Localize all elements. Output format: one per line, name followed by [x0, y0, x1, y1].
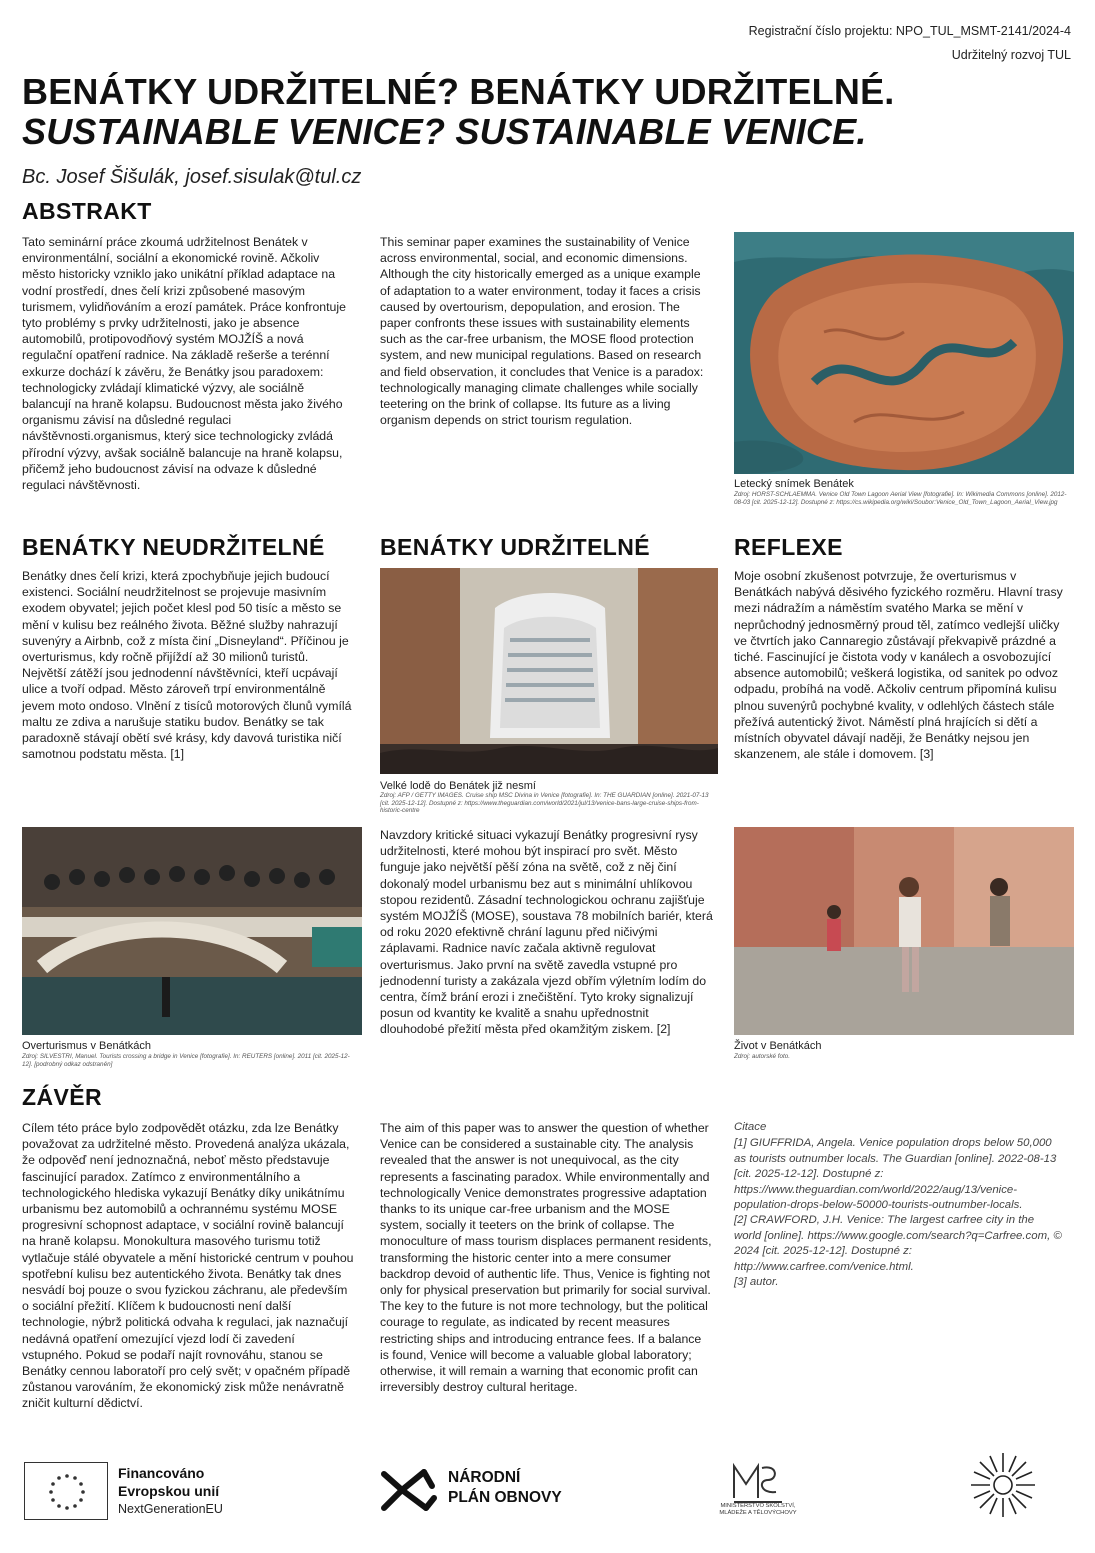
conclusion-text-english: The aim of this paper was to answer the question of whether Venice can be considered a sustainable city. The analysis revealed that the answer is not unequivocal, as the city represents a fascinating paradox. While environmentally and technologically Venice demonstrates progressive adaptation thanks to its unique car-free urbanism and the MOSE system, socially it teeters on the brink of collapse. The monoculture of mass tourism displaces permanent residents, transforming the historic center into a mere consumer backdrop devoid of authentic life. Thus, Venice is fighting not only for physical preservation but primarily for social survival. The key to the future is not more technology, but the political courage to regulate, as indicated by recent measures restricting ships and introducing entrance fees. If a balance is found, Venice will become a valuable global laboratory; otherwise, it will remain a warning that economic profit can irreversibly destroy cultural heritage. [380, 1121, 712, 1395]
citation-item: [1] GIUFFRIDA, Angela. Venice population drops below 50,000 as tourists outnumber locals. The Guardian [online]. 2022-08-13 [cit. 2025-12-12]. Dostupné z: https://www.theguardian.com/world/2022/aug/13/venice-population-drops-below-50000-tourists-outnumber-locals. [734, 1137, 1057, 1212]
unsustainable-heading: BENÁTKY NEUDRŽITELNÉ [22, 534, 325, 560]
citations-heading: Citace [734, 1121, 767, 1133]
npo-logo-icon [372, 1462, 442, 1522]
msmt-text [700, 1503, 816, 1517]
eu-line-2: Evropskou unií [118, 1483, 220, 1499]
npo-line-1: NÁRODNÍ [448, 1469, 521, 1486]
cruise-ship-photo [380, 568, 718, 774]
abstract-heading: ABSTRAKT [22, 198, 152, 224]
life-caption: Život v Benátkách [734, 1040, 822, 1052]
life-in-venice-photo [734, 827, 1074, 1035]
msmt-logo-icon [728, 1458, 788, 1504]
title-english: SUSTAINABLE VENICE? SUSTAINABLE VENICE. [22, 111, 867, 152]
bridge-source: Zdroj: SILVESTRI, Manuel. Tourists crossing a bridge in Venice [fotografie]. In: REUTERS [online]. 2011 [cit. 2025-12-12]. [podrobný odkaz odstraněn] [22, 1053, 350, 1068]
sustainable-text: Navzdory kritické situaci vykazují Benátky progresivní rysy udržitelnosti, které mohou být inspirací pro svět. Město funguje jako největší pěší zóna na světě, což z něj činí dokonalý model urbanismu bez aut s minimální uhlíkovou stopou rezidentů. Zásadní technologickou ochranu zajišťuje systém MOJŽÍŠ (MOSE), soustava 78 mobilních bariér, která od roku 2020 efektivně chrání lagunu před ničivými záplavami. Radnice navíc začala aktivně regulovat overturismus. Jako první na světě zavedla vstupné pro jednodenní turisty a zakázala vjezd obřím výletním lodím do centra, čímž brání erozi i znečištění. Tyto kroky signalizují posun od kvantity ke kvalitě a snahu upřednostnit dlouhodobé přežití města před okamžitým ziskem. [2] [380, 828, 713, 1037]
eu-funding-text [118, 1464, 223, 1518]
cruise-caption: Velké lodě do Benátek již nesmí [380, 780, 536, 792]
citation-item: [2] CRAWFORD, J.H. Venice: The largest carfree city in the world [online]. https://www.google.com/search?q=Carfree.com, © 2024 [cit. 2025-12-12]. Dostupné z: http://www.carfree.com/venice.html. [734, 1214, 1062, 1273]
project-tag: Udržitelný rozvoj TUL [951, 48, 1071, 62]
author-line: Bc. Josef Šišulák, josef.sisulak@tul.cz [22, 166, 362, 188]
unsustainable-text: Benátky dnes čelí krizi, která zpochybňuje jejich budoucí existenci. Sociální neudržitelnost se projevuje masivním exodem obyvatel; jejich počet klesl pod 50 tisíc a město se mění v kulisu bez reálného života. Běžné služby nahrazují suvenýry a Airbnb, což z místa činí „Disneyland“. Příčinou je overturismus, kdy ročně přijíždí až 30 milionů turistů. Největší zátěží jsou jednodenní návštěvníci, kteří ucpávají ulice a tvoří odpad. Město zároveň trpí environmentálně jevem moto ondoso. Vlnění z tisíců motorových člunů vymílá maltu ze zdiva a narušuje statiku budov. Benátky se tak paradoxně stávají obětí své krásy, kdy davová turistika ničí samotnou podstatu města. [1] [22, 569, 352, 762]
title-czech: BENÁTKY UDRŽITELNÉ? BENÁTKY UDRŽITELNÉ. [22, 71, 895, 112]
conclusion-text-czech: Cílem této práce bylo zodpovědět otázku, zda lze Benátky považovat za udržitelné město. Provedená analýza ukázala, že odpověď není jednoznačná, neboť město představuje fascinující paradox. Zatímco z environmentálního a technologického hlediska vykazují Benátky díky unikátnímu urbanismu bez automobilů a ochrannému systému MOSE progresivní schopnost adaptace, v sociální rovině balancují na hraně kolapsu. Monokultura masového turismu totiž vytlačuje stálé obyvatele a mění historické centrum v pouhou spotřební kulisu bez autentického života. Benátky tak dnes nesvádí boj pouze o svou fyzickou záchranu, ale především o sociální přežití. Klíčem k budoucnosti není další technologie, nýbrž politická odvaha k regulaci, jak naznačují nedávná opatření omezující vjezd lodí či zavedení vstupného. Pokud se podaří najít rovnováhu, stanou se Benátky cennou laboratoří pro celý svět; v opačném případě zůstanou varováním, že ekonomický zisk může nenávratně zničit kulturní dědictví. [22, 1121, 354, 1411]
overtourism-bridge-photo [22, 827, 362, 1035]
aerial-source: Zdroj: HORST-SCHLAEMMA. Venice Old Town Lagoon Aerial View [fotografie]. In: Wikimedia Commons [online]. 2012-08-03 [cit. 2025-12-12]. Dostupné z: https://cs.wikipedia.org/wiki/Soubor:Venice_Old_Town_Lagoon_Aerial_View.jpg [734, 491, 1067, 506]
sunburst-logo-icon [968, 1450, 1038, 1520]
reflection-heading: REFLEXE [734, 534, 843, 560]
cruise-source: Zdroj: AFP / GETTY IMAGES. Cruise ship MSC Divina in Venice [fotografie]. In: THE GUARDIAN [online]. 2021-07-13 [cit. 2025-12-12]. Dostupné z: https://www.theguardian.com/world/2021/jul/13/venice-bans-large-cruise-ships-from-historic-centre [380, 792, 709, 815]
eu-flag-logo [24, 1462, 108, 1520]
citations-block [734, 1120, 1064, 1290]
msmt-line-2: MLÁDEŽE A TĚLOVÝCHOVY [719, 1510, 797, 1516]
msmt-line-1: MINISTERSTVO ŠKOLSTVÍ, [720, 1503, 796, 1509]
life-source: Zdroj: autorské foto. [734, 1053, 790, 1060]
npo-text [448, 1468, 562, 1508]
eu-line-3: NextGenerationEU [118, 1502, 223, 1516]
npo-line-2: PLÁN OBNOVY [448, 1489, 562, 1506]
aerial-venice-photo [734, 232, 1074, 474]
reflection-text: Moje osobní zkušenost potvrzuje, že overturismus v Benátkách nabývá děsivého fyzického rozměru. Hlavní trasy mezi nádražím a náměstím svatého Marka se mění v neprůchodný jednosměrný proud těl, zatímco vedlejší uličky ve čtvrtích jako Cannaregio zůstávají překvapivě prázdné a tiché. Fascinující je čistota vody v kanálech a osvobozující absence automobilů; veškerá logistika, od sanitek po odvoz odpadu, probíhá na vodě. Ačkoliv centrum připomíná kulisu plnou suvenýrů pochybné kvality, v odlehlých částech stále přežívá autentický život. Náměstí plná hrajících si dětí a místních obyvatel dávají naději, že Benátky nejsou jen skanzenem, ale stále i domovem. [3] [734, 569, 1063, 762]
conclusion-heading: ZÁVĚR [22, 1084, 102, 1110]
aerial-caption: Letecký snímek Benátek [734, 478, 854, 490]
abstract-text-english: This seminar paper examines the sustainability of Venice across environmental, social, and economic dimensions. Although the city historically emerged as a unique example of adaptation to a water environment, today it faces a crisis caused by overtourism, depopulation, and erosion. The paper confronts these issues with sustainability elements such as the car-free urbanism, the MOSE flood protection system, and new municipal regulations. Based on research and field observation, it concludes that Venice is a paradox: technologically managing climate challenges while socially teetering on the brink of collapse. Its future as a living organism depends on strict tourism regulation. [380, 235, 704, 428]
eu-line-1: Financováno [118, 1465, 205, 1481]
abstract-text-czech: Tato seminární práce zkoumá udržitelnost Benátek v environmentální, sociální a ekonomické rovině. Ačkoliv město historicky vzniklo jako unikátní příklad adaptace na vodní prostředí, dnes čelí krizi způsobené masovým turismem, vylidňováním a erozí památek. Práce konfrontuje tyto problémy s prvky udržitelnosti, jako je absence automobilů, protipovodňový systém MOJŽÍŠ a nová regulační opatření radnice. Na základě rešerše a terénní exkurze dochází k závěru, že Benátky jsou paradoxem: technologicky zvládají klimatické výzvy, ale sociálně balancují na hraně kolapsu. Budoucnost města jako živého organismu závisí na důsledné regulaci návštěvnosti.organismus, který sice technologicky zvládá přírodní výzvy, avšak sociálně balancuje na hraně kolapsu, přičemž jeho budoucnost závisí na odvaze k důsledné regulaci návštěvnosti. [22, 235, 346, 493]
bridge-caption: Overturismus v Benátkách [22, 1040, 151, 1052]
citation-item: [3] autor. [734, 1276, 779, 1289]
registration-number: Registrační číslo projektu: NPO_TUL_MSMT-2141/2024-4 [748, 24, 1071, 38]
sustainable-heading: BENÁTKY UDRŽITELNÉ [380, 534, 651, 560]
